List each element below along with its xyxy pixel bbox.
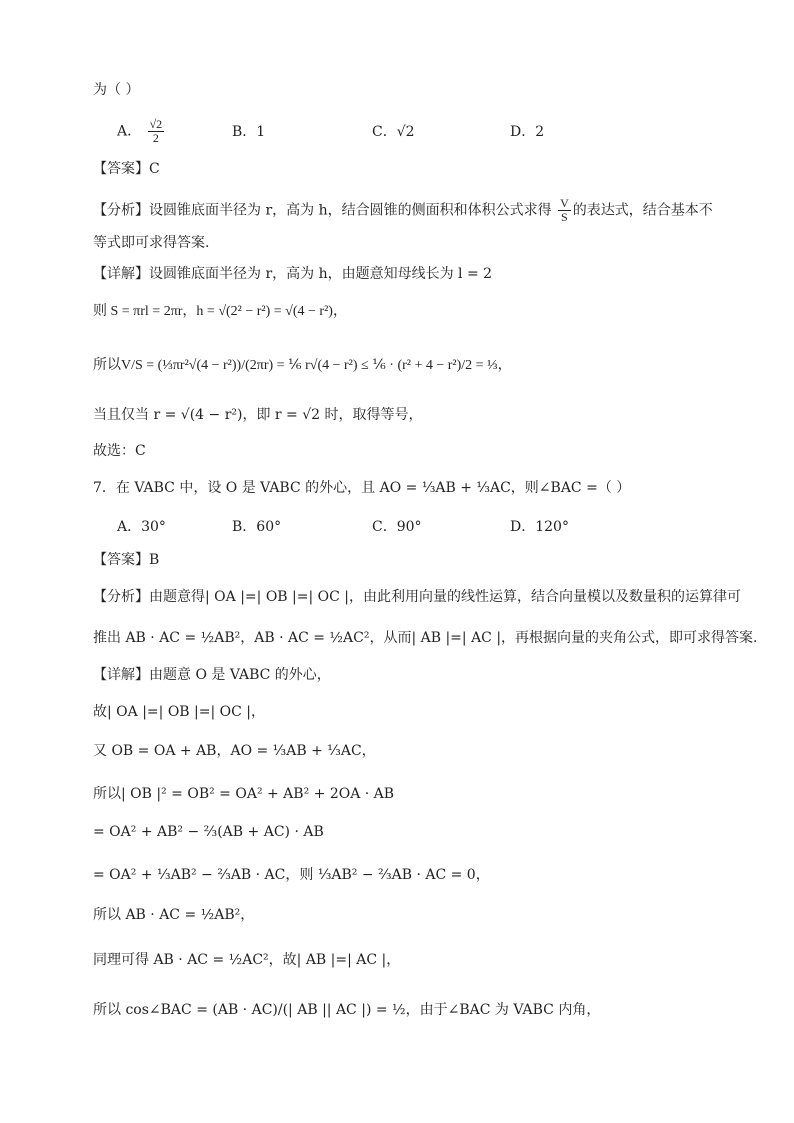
analysis-text-b: 的表达式，结合基本不 <box>572 202 713 219</box>
q7-analysis-line-1 <box>93 587 741 607</box>
q7-answer-value: B <box>149 552 160 568</box>
detail-3-expression: V/S = (⅓πr²√(4 − r²))/(2πr) = ⅙ r√(4 − r²) ≤ ⅙ · (r² + 4 − r²)/2 = ⅓， <box>121 358 512 373</box>
detail-3-prefix: 所以 <box>93 357 121 373</box>
detail-line-1 <box>93 264 492 284</box>
option-c-value: √2 <box>396 124 415 140</box>
q7-detail-line-3: 又 OB = OA + AB，AO = ⅓AB + ⅓AC， <box>93 743 376 759</box>
analysis-fraction <box>558 197 571 224</box>
q7-detail-line-4: 所以| OB |² = OB² = OA² + AB² + 2OA · AB <box>93 786 395 802</box>
q7-detail-line-1 <box>93 665 331 685</box>
q7-detail-line-9: 所以 cos∠BAC = (AB · AC)/(| AB || AC |) = ½，由于∠BAC 为 VABC 内角， <box>93 1002 601 1018</box>
analysis-fraction-denominator: S <box>561 210 568 224</box>
q7-analysis-tag: 【分析】 <box>93 589 149 605</box>
q7-detail-line-8: 同理可得 AB · AC = ½AC²，故| AB |=| AC |， <box>93 952 401 968</box>
answer-line <box>93 159 160 179</box>
option-a-fraction <box>148 118 165 145</box>
q7-option-a: A．30° <box>117 519 166 535</box>
q7-analysis-text-1: 由题意得| OA |=| OB |=| OC |，由此利用向量的线性运算，结合向量模以及数量积的运算律可 <box>149 589 742 605</box>
option-a-denominator: 2 <box>152 131 159 145</box>
option-a-label: A． <box>117 123 142 140</box>
analysis-tag: 【分析】 <box>93 202 149 219</box>
q7-detail-tag: 【详解】 <box>93 667 149 683</box>
q7-answer-tag: 【答案】 <box>93 552 149 568</box>
analysis-text-a: 设圆锥底面半径为 r，高为 h，结合圆锥的侧面积和体积公式求得 <box>149 202 552 219</box>
detail-line-3 <box>93 355 512 376</box>
option-a <box>117 118 166 145</box>
q7-detail-line-2: 故| OA |=| OB |=| OC |， <box>93 704 266 720</box>
q7-option-d: D．120° <box>510 519 569 535</box>
q7-detail-line-5: = OA² + AB² − ⅔(AB + AC) · AB <box>93 824 324 840</box>
analysis-fraction-numerator: V <box>560 196 569 210</box>
q7-option-b: B．60° <box>232 519 282 535</box>
option-a-numerator: √2 <box>149 117 163 131</box>
q7-option-c: C．90° <box>372 519 422 535</box>
q7-answer-line <box>93 550 159 570</box>
stem-tail: 为（ ） <box>93 82 140 98</box>
answer-tag: 【答案】 <box>93 161 149 177</box>
option-c-label: C． <box>372 124 397 140</box>
detail-line-2: 则 S = πrl = 2πr，h = √(2² − r²) = √(4 − r²)， <box>93 304 347 319</box>
question-7-stem: 7．在 VABC 中，设 O 是 VABC 的外心，且 AO = ⅓AB + ⅓AC，则∠BAC =（ ） <box>93 480 631 496</box>
detail-line-4: 当且仅当 r = √(4 − r²)，即 r = √2 时，取得等号， <box>93 407 423 423</box>
analysis-line-1 <box>93 197 713 224</box>
q7-analysis-line-2: 推出 AB · AC = ½AB²，AB · AC = ½AC²，从而| AB |=| AC |，再根据向量的夹角公式，即可求得答案. <box>93 630 758 646</box>
option-b: B．1 <box>232 124 266 140</box>
option-c <box>372 121 415 141</box>
detail-text-1: 设圆锥底面半径为 r，高为 h，由题意知母线长为 l = 2 <box>149 266 493 282</box>
detail-line-5: 故选：C <box>93 443 146 459</box>
q7-detail-line-6: = OA² + ⅓AB² − ⅔AB · AC，则 ⅓AB² − ⅔AB · AC = 0， <box>93 867 490 883</box>
answer-value: C <box>149 161 160 177</box>
q7-detail-text-1: 由题意 O 是 VABC 的外心， <box>149 667 331 683</box>
option-d: D．2 <box>510 124 545 140</box>
analysis-line-2: 等式即可求得答案. <box>93 235 210 251</box>
detail-tag: 【详解】 <box>93 266 149 282</box>
q7-detail-line-7: 所以 AB · AC = ½AB²， <box>93 907 255 923</box>
